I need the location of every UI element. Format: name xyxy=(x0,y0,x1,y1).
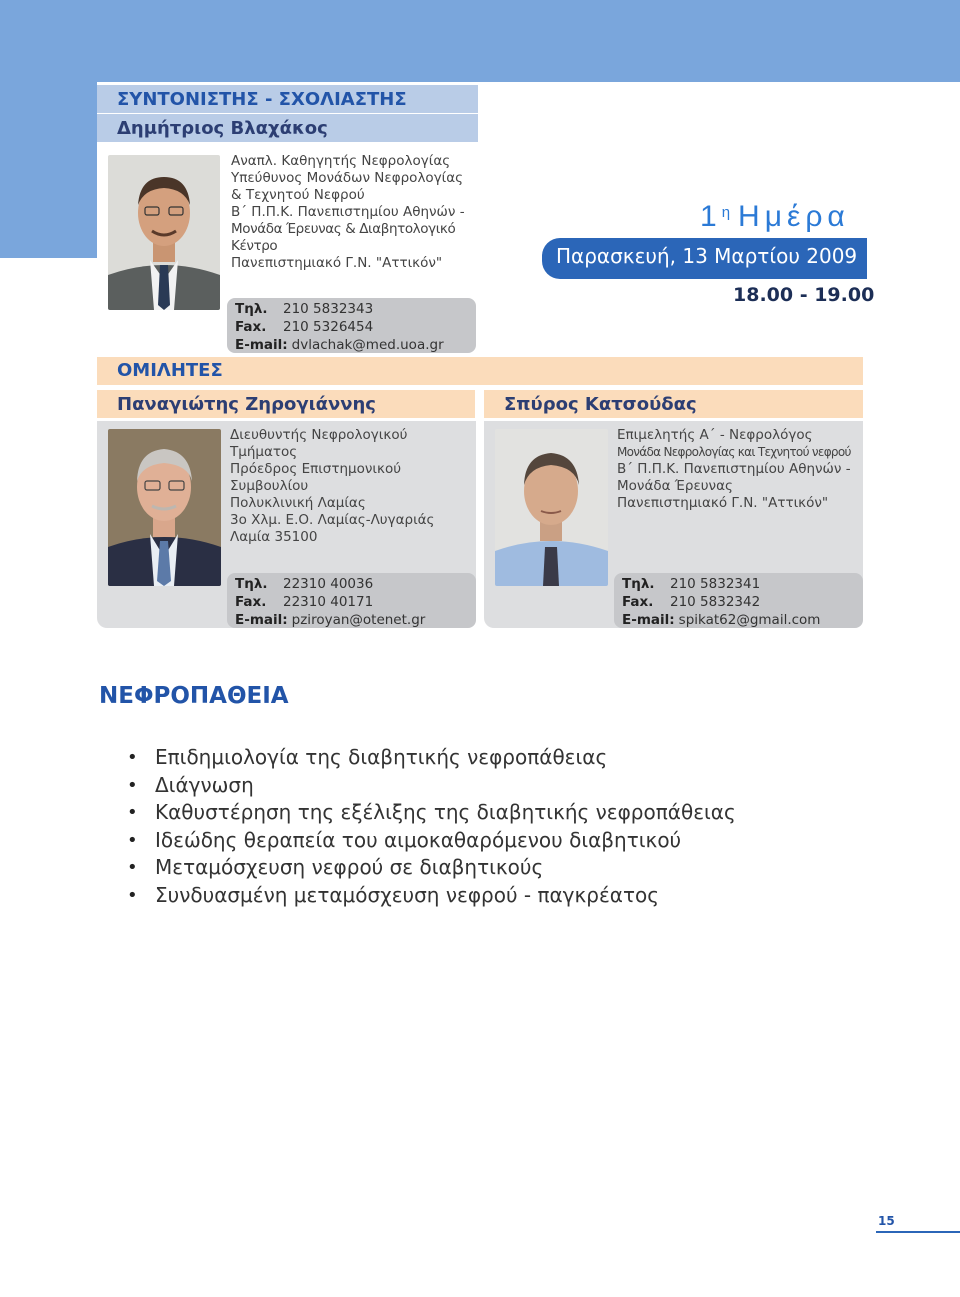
bullet-icon: • xyxy=(127,829,138,851)
speaker-2-photo xyxy=(495,429,608,586)
coordinator-email[interactable]: dvlachak@med.uoa.gr xyxy=(291,337,444,353)
topic-item: • Επιδημιολογία της διαβητικής νεφροπάθειας xyxy=(155,744,736,772)
day-title: $1^\eta$ Ημέρα xyxy=(700,200,850,233)
topic-title: ΝΕΦΡΟΠΑΘΕΙΑ xyxy=(99,683,289,709)
speaker-1-contact: Τηλ. 22310 40036 Fax. 22310 40171 E-mail: pziroyan@otenet.gr xyxy=(227,573,476,628)
coordinator-name: Δημήτριος Βλαχάκος xyxy=(117,118,328,139)
coordinator-contact: Τηλ. 210 5832343 Fax. 210 5326454 E-mail: dvlachak@med.uoa.gr xyxy=(227,298,476,353)
speaker-1-email[interactable]: pziroyan@otenet.gr xyxy=(291,612,426,628)
topic-item: • Διάγνωση xyxy=(155,772,736,800)
speaker-2-bio: Επιμελητής Α΄ - Νεφρολόγος Μονάδα Νεφρολογίας και Τεχνητού νεφρού Β΄ Π.Π.Κ. Πανεπιστημίου Αθηνών - Μονάδα Έρευνας Πανεπιστημιακό Γ.Ν. "Αττικόν" xyxy=(617,427,851,511)
speaker-1-name-bar xyxy=(97,390,475,418)
speaker-2-fax: 210 5832342 xyxy=(670,594,761,610)
speaker-1-photo xyxy=(108,429,221,586)
coordinator-fax: 210 5326454 xyxy=(283,319,374,335)
topic-item: • Ιδεώδης θεραπεία του αιμοκαθαρόμενου διαβητικού xyxy=(155,827,736,855)
date-banner: Παρασκευή, 13 Μαρτίου 2009 xyxy=(542,238,867,279)
speaker-2-email[interactable]: spikat62@gmail.com xyxy=(678,612,821,628)
speaker-2-phone: 210 5832341 xyxy=(670,576,761,592)
bullet-icon: • xyxy=(127,857,138,878)
speaker-2-name: Σπύρος Κατσούδας xyxy=(504,394,697,415)
topic-item: • Καθυστέρηση της εξέλιξης της διαβητικής νεφροπάθειας xyxy=(155,799,736,827)
speaker-2-name-bar xyxy=(484,390,863,418)
bullet-icon: • xyxy=(127,802,138,823)
bullet-icon: • xyxy=(127,774,138,796)
speaker-1-phone: 22310 40036 xyxy=(283,576,374,592)
coordinator-bio: Αναπλ. Καθηγητής Νεφρολογίας Υπεύθυνος Μονάδων Νεφρολογίας & Τεχνητού Νεφρού Β΄ Π.Π.Κ. Πανεπιστημίου Αθηνών - Μονάδα Έρευνας & Διαβητολογικό Κέντρο Πανεπιστημιακό Γ.Ν. "Αττικόν" xyxy=(231,153,465,271)
topic-list xyxy=(127,744,736,909)
speaker-1-name: Παναγιώτης Ζηρογιάννης xyxy=(117,394,376,415)
speaker-1-fax: 22310 40171 xyxy=(283,594,374,610)
page-number: 15 xyxy=(878,1214,895,1228)
coordinator-section-label: ΣΥΝΤΟΝΙΣΤΗΣ - ΣΧΟΛΙΑΣΤΗΣ xyxy=(97,85,478,113)
coordinator-name-bar xyxy=(97,114,478,142)
page-number-rule xyxy=(876,1231,960,1233)
bullet-icon: • xyxy=(127,747,138,768)
speaker-1-bio: Διευθυντής Νεφρολογικού Τμήματος Πρόεδρος Επιστημονικού Συμβουλίου Πολυκλινική Λαμίας 3ο Χλμ. Ε.Ο. Λαμίας-Λυγαριάς Λαμία 35100 xyxy=(230,427,435,545)
speakers-section-label: ΟΜΙΛΗΤΕΣ xyxy=(97,357,863,385)
topic-item: • Συνδυασμένη μεταμόσχευση νεφρού - παγκρέατος xyxy=(155,882,736,910)
session-time: 18.00 - 19.00 xyxy=(733,284,875,306)
coordinator-photo xyxy=(108,155,220,310)
coordinator-phone: 210 5832343 xyxy=(283,301,374,317)
topic-item: • Μεταμόσχευση νεφρού σε διαβητικούς xyxy=(155,854,736,882)
bullet-icon: • xyxy=(127,884,138,906)
speaker-2-contact: Τηλ. 210 5832341 Fax. 210 5832342 E-mail: spikat62@gmail.com xyxy=(614,573,863,628)
